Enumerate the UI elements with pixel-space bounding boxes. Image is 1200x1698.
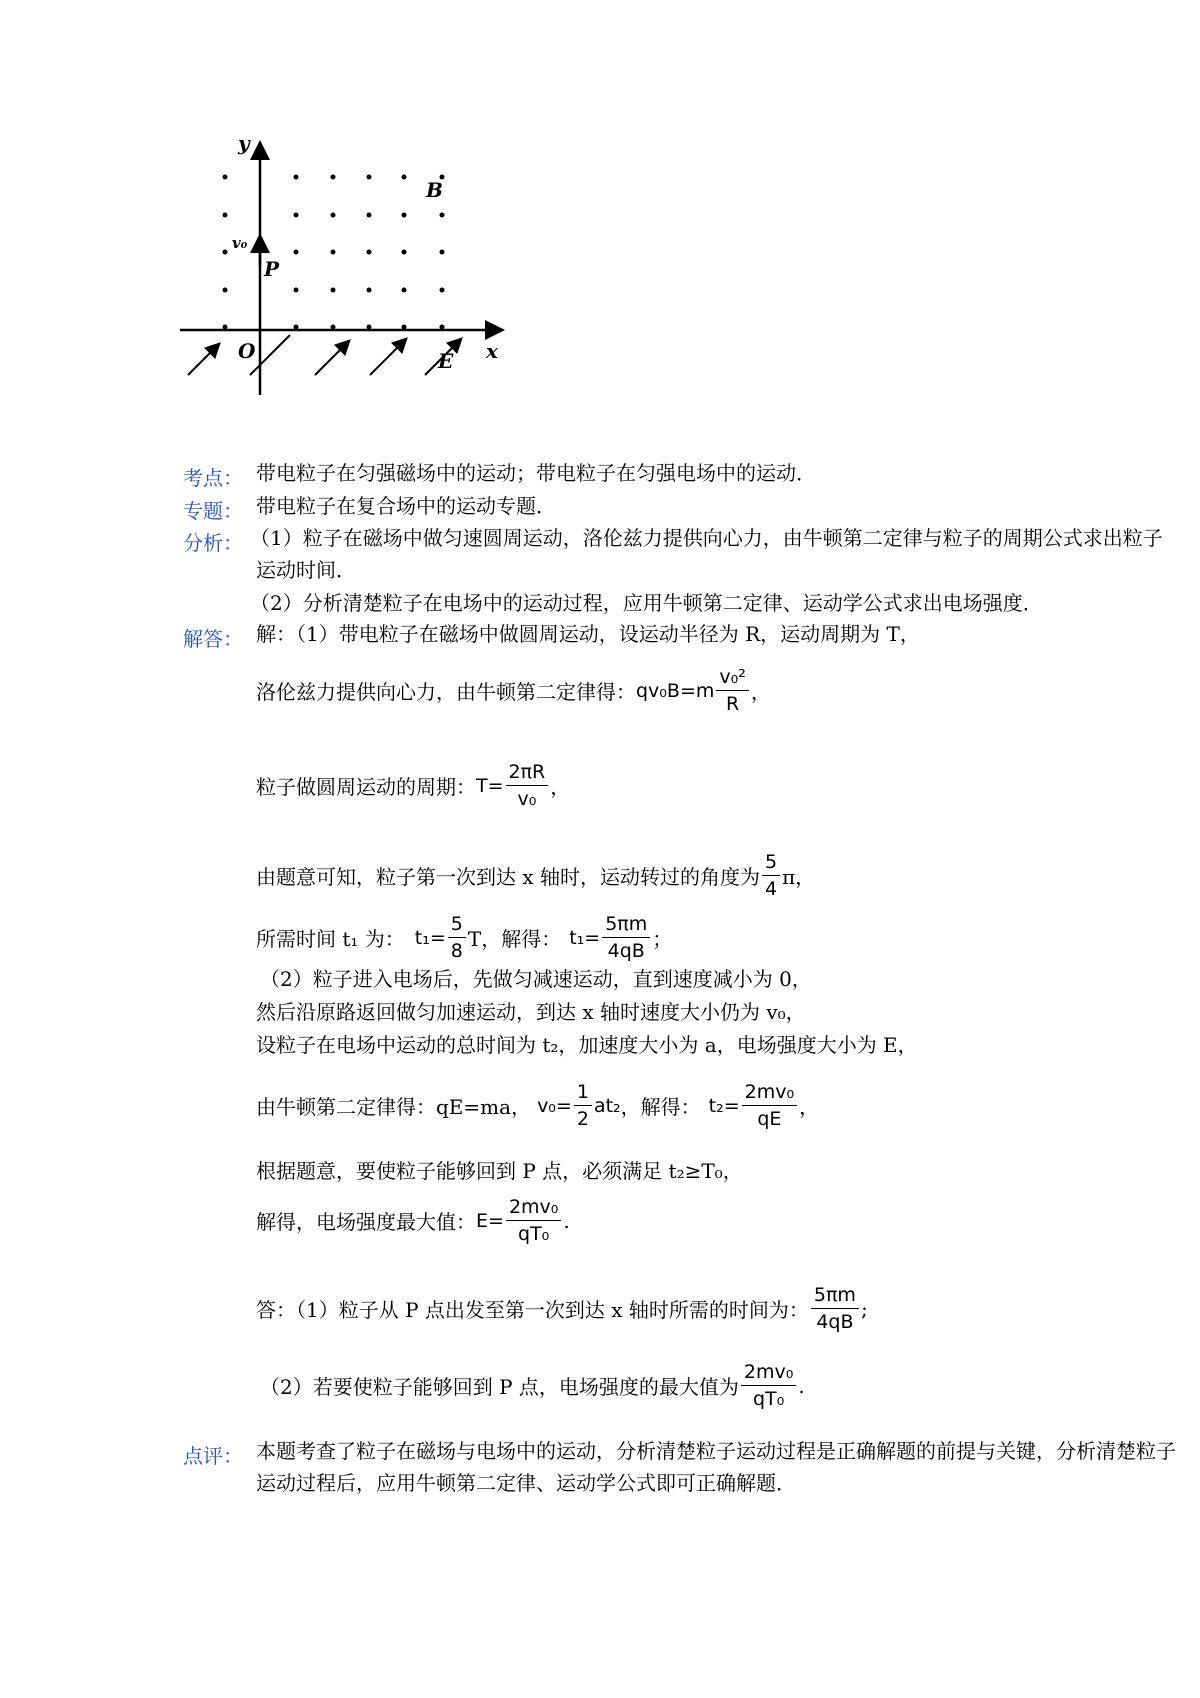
fraction: $\frac{\text{2mv₀}}{qE}$ (742, 1080, 797, 1131)
fenxi-line-1: （1）粒子在磁场中做匀速圆周运动，洛伦兹力提供向心力，由牛顿第二定律与粒子的周期公式求出粒子 (250, 526, 1163, 550)
jieda-line-9: 由牛顿第二定律得：qE=ma， v₀= $\frac{1}{2}$ at₂ ，解得： t₂= $\frac{\text{2mv₀}}{qE}$ ， (256, 1081, 820, 1130)
jieda-line-3: 粒子做圆周运动的周期： T= $\frac{2\pi R}{\text{v₀}}$ ， (256, 761, 571, 810)
label-v0: v₀ (232, 234, 248, 252)
jieda-line-1: 解：（1）带电粒子在磁场中做圆周运动，设运动半径为 R，运动周期为 T， (256, 622, 920, 646)
label-x: x (486, 339, 498, 363)
jieda-line-11: 解得，电场强度最大值： E= $\frac{\text{2mv₀}}{\text{qT₀}}$ . (256, 1196, 570, 1245)
jieda-line-6: （2）粒子进入电场后，先做匀减速运动，直到速度减小为 0， (260, 967, 812, 991)
magnetic-field-dots (223, 175, 445, 330)
fraction: $\frac{5\pi m}{4qB}$ (602, 912, 650, 963)
label-b: B (426, 178, 443, 202)
jieda-line-7: 然后沿原路返回做匀加速运动，到达 x 轴时速度大小仍为 v₀， (256, 1000, 806, 1024)
electric-field-arrows (188, 335, 460, 375)
dianping-label: 点评： (183, 1444, 243, 1468)
fraction: $\frac{\text{2mv₀}}{\text{qT₀}}$ (506, 1195, 561, 1246)
dianping-line-1: 本题考查了粒子在磁场与电场中的运动，分析清楚粒子运动过程是正确解题的前提与关键，分析清楚粒子 (256, 1439, 1176, 1463)
jieda-line-8: 设粒子在电场中运动的总时间为 t₂，加速度大小为 a，电场强度大小为 E， (256, 1033, 918, 1057)
fraction: v₀² R (716, 665, 748, 716)
fraction: 5πm 4qB (811, 1283, 859, 1334)
kaodian-text: 带电粒子在匀强磁场中的运动；带电粒子在匀强电场中的运动． (256, 461, 816, 485)
jieda-line-2: 洛伦兹力提供向心力，由牛顿第二定律得： qv₀B=m v₀² R ， (256, 666, 771, 715)
fenxi-line-2: 运动时间． (256, 558, 356, 582)
jieda-line-13: （2）若要使粒子能够回到 P 点，电场强度的最大值为 2mv₀ qT₀ . (260, 1361, 805, 1410)
jieda-line-4: 由题意可知，粒子第一次到达 x 轴时，运动转过的角度为 5 4 π， (256, 851, 816, 900)
zhuanti-label: 专题： (183, 499, 243, 523)
label-p: P (264, 257, 280, 281)
fraction: $\frac{5}{8}$ (448, 912, 466, 963)
jieda-line-5: 所需时间 t₁ 为： t₁= $\frac{5}{8}$ T，解得： t₁= $\frac{5\pi m}{4qB}$ ； (256, 913, 673, 962)
field-diagram (180, 140, 520, 400)
label-origin: O (238, 339, 256, 363)
dianping-line-2: 运动过程后，应用牛顿第二定律、运动学公式即可正确解题． (256, 1471, 796, 1495)
label-e: E (438, 349, 454, 373)
fraction: $\frac{2\pi R}{\text{v₀}}$ (506, 760, 549, 811)
fraction: 5 4 (762, 850, 780, 901)
fenxi-label: 分析： (183, 531, 243, 555)
fraction: 2mv₀ qT₀ (741, 1360, 796, 1411)
label-y: y (238, 140, 250, 155)
zhuanti-text: 带电粒子在复合场中的运动专题． (256, 494, 556, 518)
fenxi-line-3: （2）分析清楚粒子在电场中的运动过程，应用牛顿第二定律、运动学公式求出电场强度． (250, 591, 1043, 615)
jieda-line-12: 答：（1）粒子从 P 点出发至第一次到达 x 轴时所需的时间为： 5πm 4qB ; (256, 1284, 868, 1333)
jieda-line-10: 根据题意，要使粒子能够回到 P 点，必须满足 t₂≥T₀， (256, 1159, 743, 1183)
fraction: $\frac{1}{2}$ (574, 1080, 592, 1131)
kaodian-label: 考点： (183, 466, 243, 490)
jieda-label: 解答： (183, 627, 243, 651)
